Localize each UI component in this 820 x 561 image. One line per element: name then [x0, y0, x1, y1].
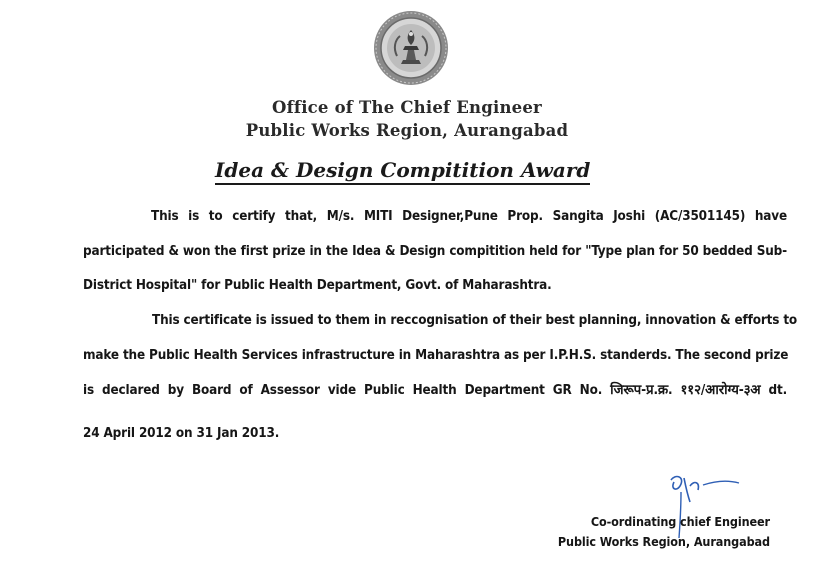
certificate-text-line: 24 April 2012 on 31 Jan 2013.: [83, 426, 280, 441]
certificate-text-line: is declared by Board of Assessor vide Public Health Department GR No. जिरूप-प्र.क्र. ११२/आरोग्य-३अ dt.: [83, 383, 787, 398]
signatory-office: Public Works Region, Aurangabad: [557, 534, 770, 549]
government-seal-icon: [373, 10, 449, 86]
certificate-text-line: This is to certify that, M/s. MITI Designer,Pune Prop. Sangita Joshi (AC/3501145) have: [151, 209, 787, 224]
certificate-text-line: make the Public Health Services infrastructure in Maharashtra as per I.P.H.S. standerds. The second prize: [83, 348, 789, 363]
certificate-text-line: participated & won the first prize in the Idea & Design compitition held for "Type plan for 50 bedded Sub-: [83, 244, 787, 259]
office-subtitle: Public Works Region, Aurangabad: [245, 121, 569, 140]
certificate-text-line: District Hospital" for Public Health Department, Govt. of Maharashtra.: [83, 278, 552, 293]
award-title: Idea & Design Compitition Award: [215, 157, 590, 185]
signatory-designation: Co-ordinating chief Engineer: [590, 514, 770, 529]
certificate-text-line: This certificate is issued to them in reccognisation of their best planning, innovation & efforts to: [152, 313, 798, 328]
office-title: Office of The Chief Engineer: [272, 98, 542, 117]
